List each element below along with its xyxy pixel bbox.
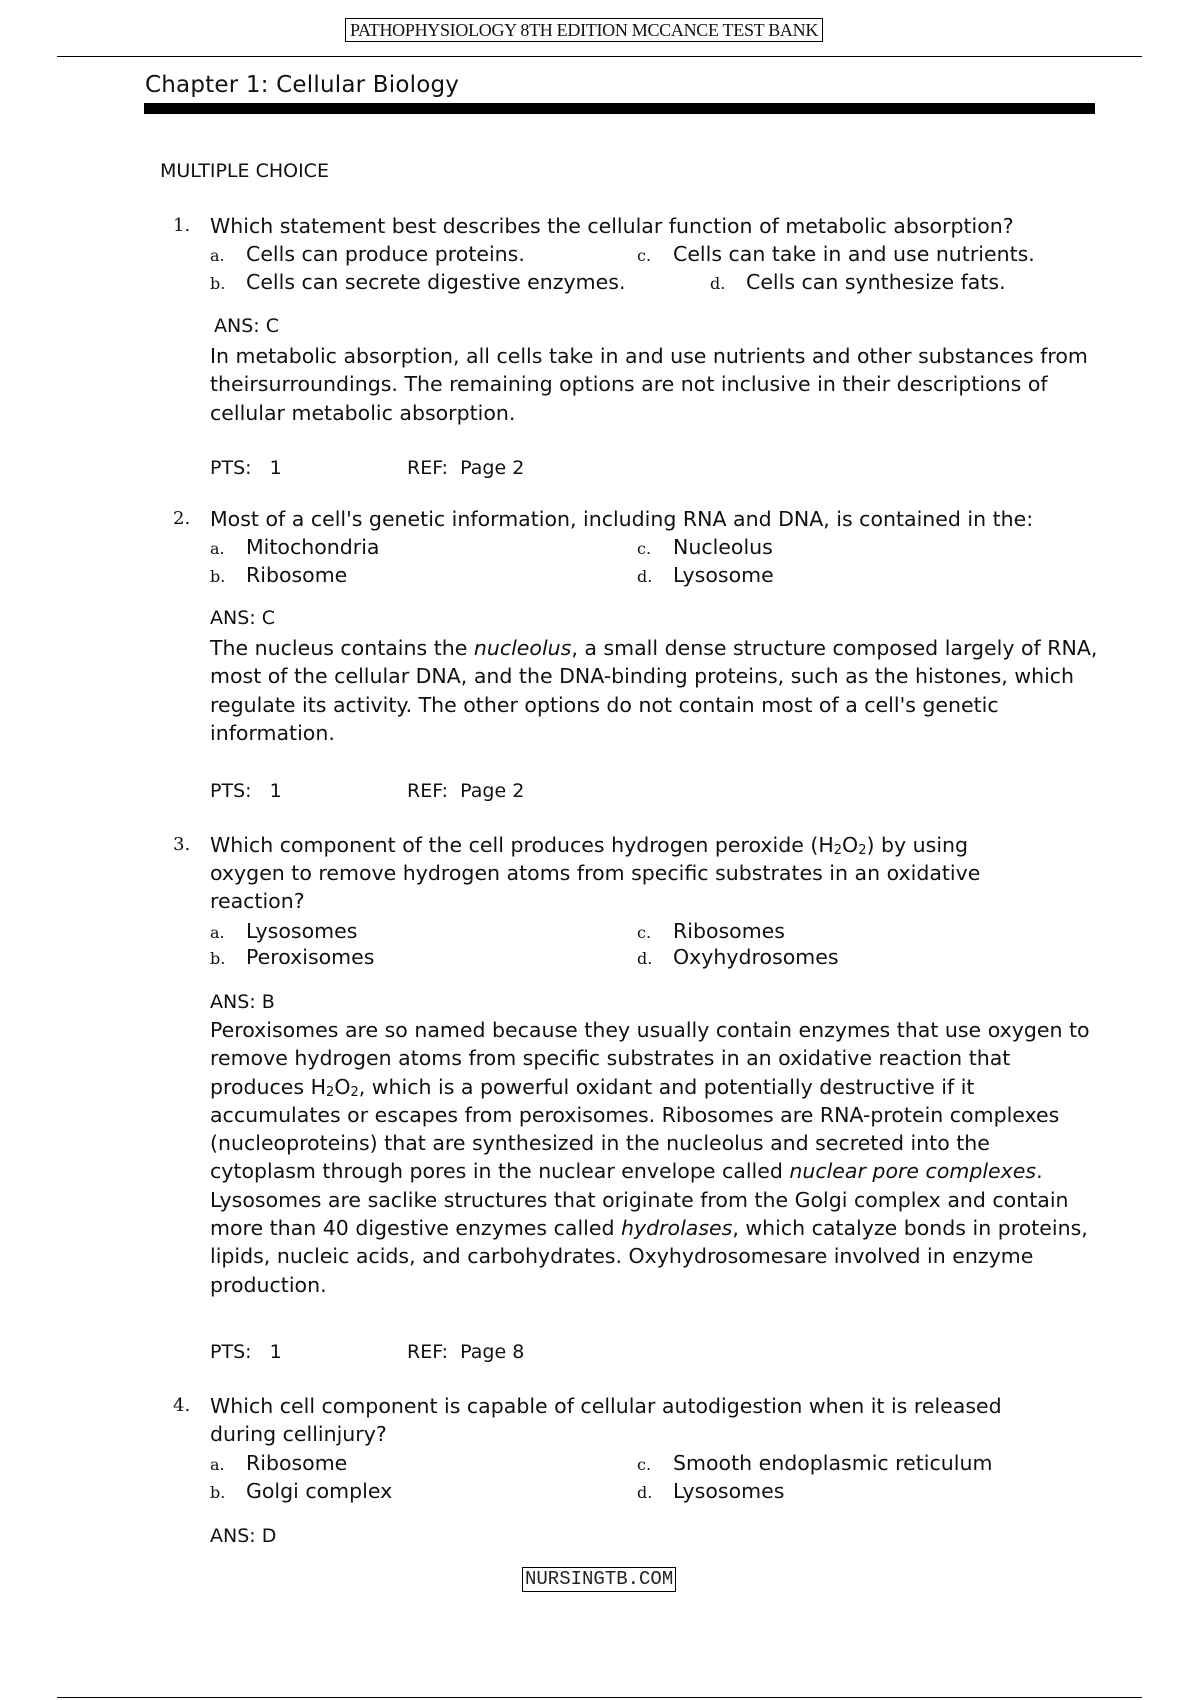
option-d: [710, 268, 1006, 298]
option-letter: d.: [710, 274, 726, 293]
reference-label: REF:: [407, 457, 449, 479]
answer-key: ANS: D: [210, 1525, 277, 1547]
question-number: 4.: [173, 1395, 191, 1416]
question-number: 2.: [173, 508, 191, 529]
reference-value: Page 2: [460, 457, 525, 479]
points-value: 1: [269, 780, 282, 802]
option-letter: b.: [210, 1483, 226, 1502]
option-a: [210, 533, 379, 563]
option-text: Cells can take in and use nutrients.: [673, 242, 1035, 266]
option-text: Cells can produce proteins.: [246, 242, 525, 266]
option-d: [637, 1477, 784, 1507]
option-letter: c.: [637, 539, 652, 558]
section-heading: MULTIPLE CHOICE: [160, 160, 329, 182]
option-text: Ribosomes: [673, 919, 785, 943]
question-text: Which statement best describes the cellular function of metabolic absorption?: [210, 214, 1014, 238]
chapter-title: Chapter 1: Cellular Biology: [145, 72, 460, 98]
option-text: Smooth endoplasmic reticulum: [673, 1451, 993, 1475]
reference-label: REF:: [407, 1341, 449, 1363]
emphasis-term: hydrolases: [620, 1216, 733, 1241]
answer-key: ANS: B: [210, 991, 275, 1013]
points-label: PTS:: [210, 1341, 252, 1363]
option-text: Lysosomes: [673, 1479, 785, 1503]
option-text: Lysosomes: [246, 919, 358, 943]
option-letter: b.: [210, 274, 226, 293]
footer-watermark: NURSINGTB.COM: [522, 1567, 676, 1592]
option-letter: a.: [210, 246, 225, 265]
answer-key: ANS: C: [210, 607, 275, 629]
option-text: Peroxisomes: [246, 945, 375, 969]
option-letter: d.: [637, 949, 653, 968]
reference-value: Page 2: [460, 780, 525, 802]
points: [210, 1338, 282, 1366]
option-a: [210, 1449, 347, 1479]
answer-rationale: Peroxisomes are so named because they usually contain enzymes that use oxygen to remove hydrogen atoms from specific substrates in an oxidative reaction that produces $H_2O_2$, which is a powerful oxidant and potentially destructive if it accumulates or escapes from peroxisomes. Ribosomes are RNA-protein complexes (nucleoproteins) that are synthesized in the nucleolus and secreted into the cytoplasm through pores in the nuclear envelope called nuclear pore complexes. Lysosomes are saclike structures that originate from the Golgi complex and contain more than 40 digestive enzymes called hydrolases, which catalyze bonds in proteins, lipids, nucleic acids, and carbohydrates. Oxyhydrosomesare involved in enzyme production.: [210, 1018, 1090, 1297]
points-value: 1: [269, 1341, 282, 1363]
option-d: [637, 561, 774, 591]
question-number: 3.: [173, 834, 191, 855]
reference: [407, 777, 524, 805]
option-letter: c.: [637, 1455, 652, 1474]
points: [210, 454, 282, 482]
document-header-title: PATHOPHYSIOLOGY 8TH EDITION MCCANCE TEST BANK: [345, 18, 823, 42]
reference-label: REF:: [407, 780, 449, 802]
option-a: [210, 240, 525, 270]
option-text: Ribosome: [246, 563, 348, 587]
points-value: 1: [269, 457, 282, 479]
points: [210, 777, 282, 805]
emphasis-term: nucleolus: [473, 636, 572, 660]
reference-value: Page 8: [460, 1341, 525, 1363]
answer-rationale: In metabolic absorption, all cells take in and use nutrients and other substances from theirsurroundings. The remaining options are not inclusive in their descriptions of cellular metabolic absorption.: [210, 344, 1088, 425]
option-letter: d.: [637, 567, 653, 586]
option-letter: c.: [637, 246, 652, 265]
points-label: PTS:: [210, 457, 252, 479]
header-divider: [57, 56, 1142, 57]
option-text: Oxyhydrosomes: [673, 945, 839, 969]
option-text: Golgi complex: [246, 1479, 393, 1503]
answer-key: ANS: C: [214, 315, 279, 337]
question-text: Which component of the cell produces hydrogen peroxide $(H_2O_2)$ by using oxygen to remove hydrogen atoms from specific substrates in an oxidative reaction?: [210, 833, 981, 913]
option-c: [637, 1449, 992, 1479]
option-b: [210, 268, 625, 298]
points-label: PTS:: [210, 780, 252, 802]
option-letter: d.: [637, 1483, 653, 1502]
option-c: [637, 533, 773, 563]
option-text: Ribosome: [246, 1451, 348, 1475]
question-text: Most of a cell's genetic information, including RNA and DNA, is contained in the:: [210, 507, 1034, 531]
option-d: [637, 943, 839, 973]
reference: [407, 1338, 524, 1366]
chapter-underline-bar: [144, 103, 1095, 114]
option-c: [637, 240, 1035, 270]
option-letter: b.: [210, 949, 226, 968]
option-letter: c.: [637, 923, 652, 942]
option-letter: a.: [210, 1455, 225, 1474]
option-text: Lysosome: [673, 563, 774, 587]
emphasis-term: nuclear pore complexes: [789, 1159, 1037, 1184]
footer-divider: [57, 1697, 1142, 1698]
question-text: Which cell component is capable of cellular autodigestion when it is released during cellinjury?: [210, 1394, 1002, 1446]
option-letter: a.: [210, 539, 225, 558]
option-letter: b.: [210, 567, 226, 586]
option-b: [210, 1477, 392, 1507]
question-number: 1.: [173, 215, 191, 236]
option-text: Cells can secrete digestive enzymes.: [246, 270, 626, 294]
option-text: Nucleolus: [673, 535, 773, 559]
option-text: Mitochondria: [246, 535, 380, 559]
option-b: [210, 561, 347, 591]
option-letter: a.: [210, 923, 225, 942]
option-b: [210, 943, 374, 973]
answer-rationale: The nucleus contains the nucleolus, a small dense structure composed largely of RNA, most of the cellular DNA, and the DNA-binding proteins, such as the histones, which regulate its activity. The other options do not contain most of a cell's genetic information.: [210, 636, 1098, 745]
reference: [407, 454, 524, 482]
option-text: Cells can synthesize fats.: [746, 270, 1006, 294]
